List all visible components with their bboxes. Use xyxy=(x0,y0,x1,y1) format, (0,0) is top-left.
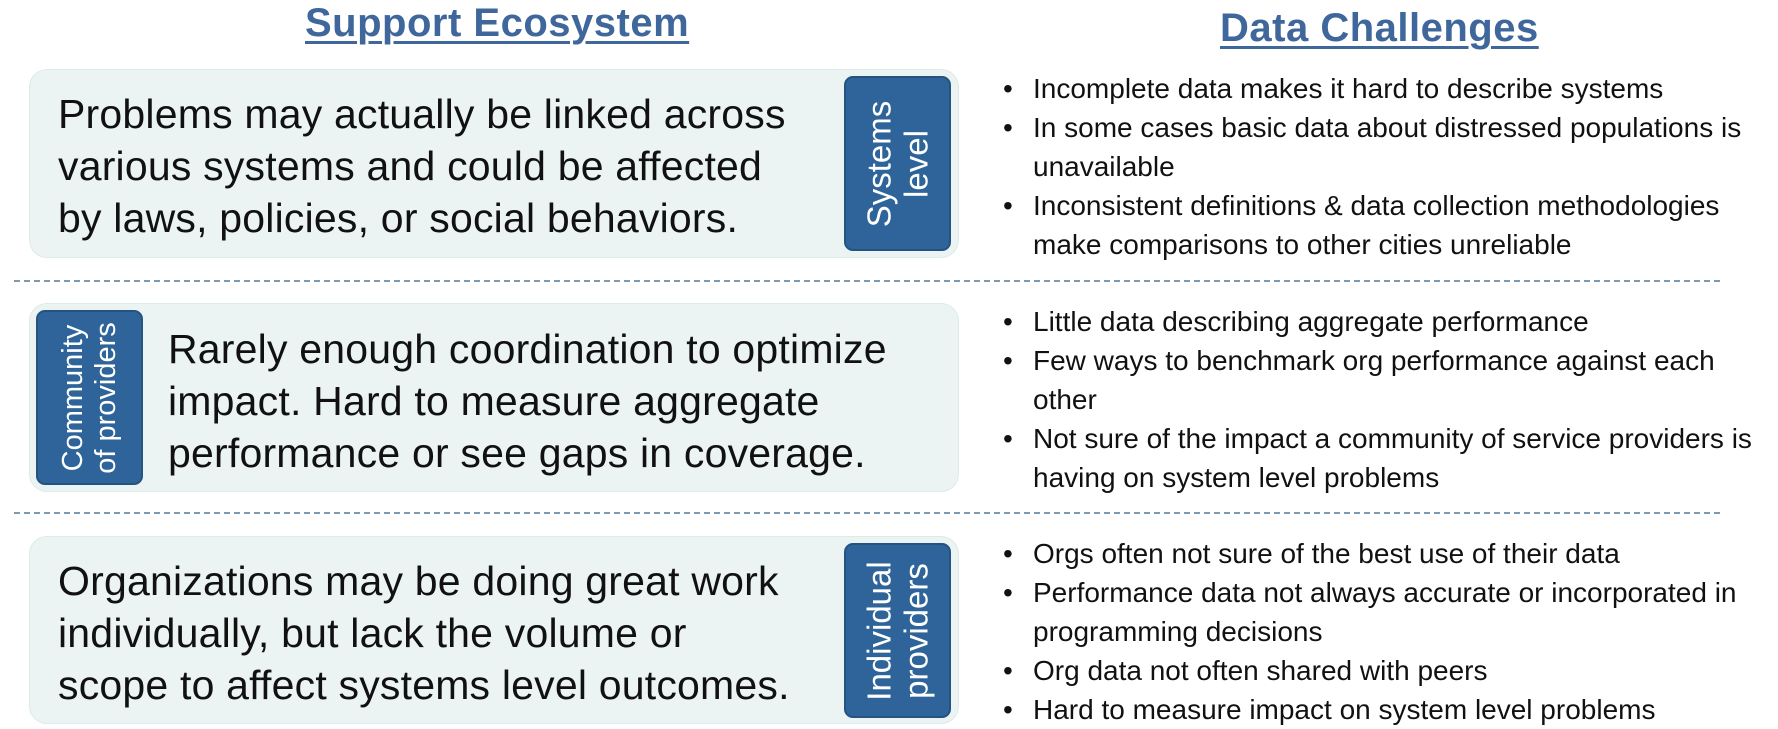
community-of-providers-card xyxy=(29,303,959,492)
description-line: Problems may actually be linked across xyxy=(58,91,786,137)
tag-label-line: level xyxy=(897,129,935,198)
challenge-item: • Hard to measure impact on system level problems xyxy=(1003,690,1773,729)
tag-label-line: providers xyxy=(897,562,935,699)
community-of-providers-tag xyxy=(36,310,143,485)
challenge-item: • Not sure of the impact a community of service providers is having on system level problems xyxy=(1003,419,1773,497)
description-line: individually, but lack the volume or xyxy=(58,610,687,656)
support-ecosystem-heading: Support Ecosystem xyxy=(305,1,690,45)
challenge-item: • Orgs often not sure of the best use of their data xyxy=(1003,534,1773,573)
challenge-item: • Incomplete data makes it hard to describe systems xyxy=(1003,69,1773,108)
description-line: various systems and could be affected xyxy=(58,143,763,189)
challenge-item: • Few ways to benchmark org performance against each other xyxy=(1003,341,1773,419)
description-line: Rarely enough coordination to optimize xyxy=(168,326,887,372)
individual-providers-card xyxy=(29,536,959,724)
challenge-item: • Little data describing aggregate performance xyxy=(1003,302,1773,341)
challenge-item: • Org data not often shared with peers xyxy=(1003,651,1773,690)
individual-providers-tag xyxy=(844,543,951,718)
row-divider xyxy=(14,512,1720,514)
data-challenges-heading: Data Challenges xyxy=(1220,6,1539,50)
systems-level-tag xyxy=(844,76,951,251)
row-divider xyxy=(14,280,1720,282)
description-line: Organizations may be doing great work xyxy=(58,558,779,604)
community-of-providers-challenges xyxy=(1003,302,1773,497)
tag-label-line: Individual xyxy=(860,560,898,701)
individual-providers-description xyxy=(58,555,790,711)
challenge-item: • Inconsistent definitions & data collection methodologies make comparisons to other cities unreliable xyxy=(1003,186,1773,264)
tag-label xyxy=(861,561,935,700)
systems-level-challenges xyxy=(1003,69,1773,264)
challenge-item: • Performance data not always accurate or incorporated in programming decisions xyxy=(1003,573,1773,651)
individual-providers-challenges xyxy=(1003,534,1773,729)
systems-level-card xyxy=(29,69,959,258)
tag-label xyxy=(57,322,123,474)
description-line: scope to affect systems level outcomes. xyxy=(58,662,790,708)
tag-label xyxy=(861,100,935,227)
challenge-item: • In some cases basic data about distressed populations is unavailable xyxy=(1003,108,1773,186)
community-of-providers-description xyxy=(168,323,887,479)
tag-label-line: Systems xyxy=(860,100,898,227)
systems-level-description xyxy=(58,88,786,244)
description-line: impact. Hard to measure aggregate xyxy=(168,378,820,424)
description-line: performance or see gaps in coverage. xyxy=(168,430,866,476)
description-line: by laws, policies, or social behaviors. xyxy=(58,195,739,241)
tag-label-line: of providers xyxy=(89,321,122,474)
tag-label-line: Community xyxy=(56,324,89,471)
